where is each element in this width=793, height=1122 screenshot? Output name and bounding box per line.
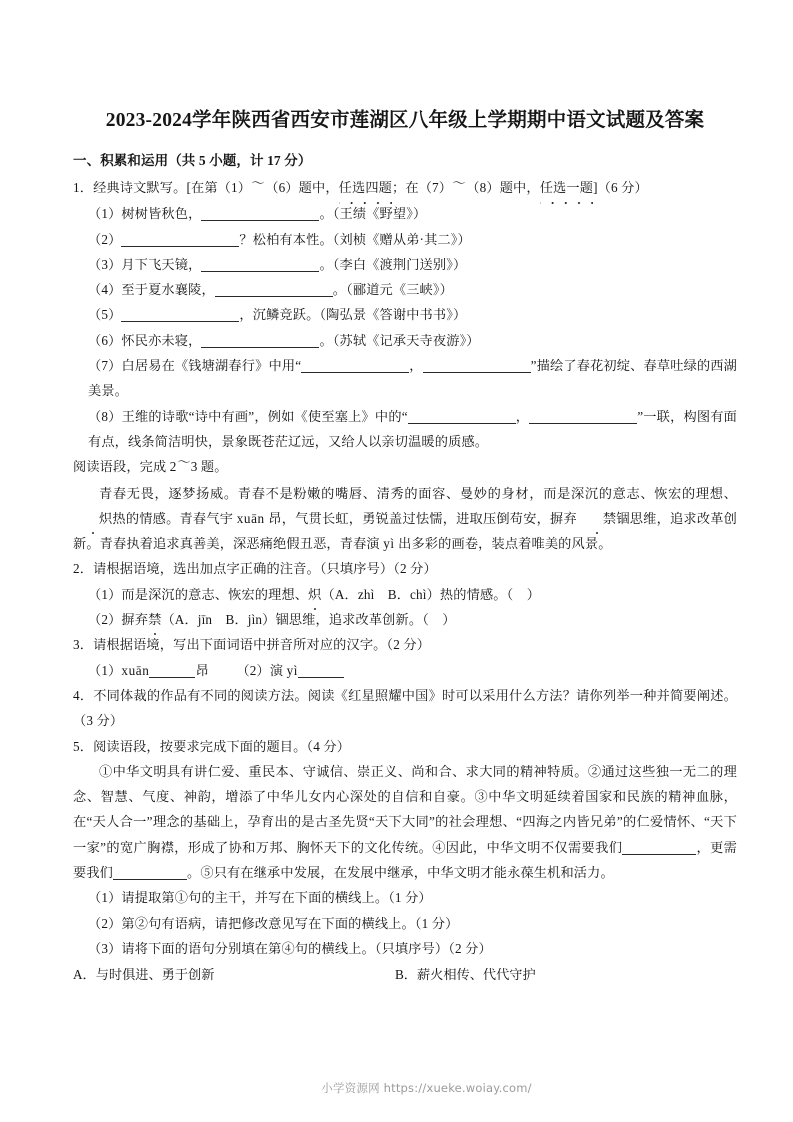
item-text-before: 王维的诗歌“诗中有画”，例如《使至塞上》中的“ — [121, 408, 408, 424]
answer-blank[interactable] — [121, 321, 239, 322]
sub-part-a: （1）而是深沉的意志、恢宏的理想、 — [88, 586, 309, 602]
passage-part-b: 热的情感。青春气宇 — [112, 510, 237, 526]
question-1-item-2 — [73, 227, 737, 252]
question-5-passage — [73, 759, 737, 885]
sub2-number: （2） — [236, 662, 270, 678]
item-number: （2） — [88, 231, 122, 247]
q1-stem-part-c: ；在（7） — [392, 180, 453, 195]
item-number: （1） — [88, 206, 122, 222]
answer-blank[interactable] — [622, 854, 696, 855]
answer-blank[interactable] — [149, 677, 195, 678]
answer-blank[interactable] — [529, 423, 637, 424]
prompt-part-a: 阅读语段，完成 2 — [73, 459, 177, 475]
question-1-item-8 — [73, 404, 737, 455]
passage-part-a: ①中华文明具有讲仁爱、重民本、守诚信、崇正义、尚和合、求大同的精神特质。②通过这些独一无二的理念、智慧、气度、神韵，增添了中华儿女内心深处的自信和自豪。③中华文明延续着国家和民族的精神血脉，在“天人合一”理念的基础上，孕育出的是古圣先贤“天下大同”的社会理想、“四海之内皆兄弟”的仁爱情怀、“天下一家”的宽广胸襟，形成了协和万邦、胸怀天下的文化传统。④因此，中华文明不仅需要我们 — [73, 763, 737, 855]
item-text-before: 至于夏水襄陵， — [121, 282, 215, 298]
answer-blank[interactable] — [113, 879, 187, 880]
option-b[interactable]: B．薪火相传、代代守护 — [395, 967, 536, 983]
sub-part-a: （2）摒弃 — [88, 612, 149, 628]
question-1-item-7 — [73, 353, 737, 404]
question-1-item-3 — [73, 252, 737, 277]
answer-blank[interactable] — [301, 372, 409, 373]
item-text-after: 。（李白《渡荆门送别》） — [319, 256, 467, 272]
prompt-part-b: 3 题。 — [190, 459, 228, 475]
answer-blank[interactable] — [201, 347, 319, 348]
answer-blank[interactable] — [215, 296, 333, 297]
pinyin-xuan: xuān — [236, 510, 265, 526]
tilde-icon-3: ～ — [176, 455, 191, 470]
q1-stem-part-d: （8）题中， — [466, 180, 540, 195]
sub1-number: （1） — [88, 662, 122, 678]
passage-1-prompt — [73, 454, 737, 480]
item-number: （7） — [88, 358, 122, 374]
item-text-before: 树树皆秋色， — [121, 206, 202, 222]
footer-watermark: 小学资源网 https://xueke.woiay.com/ — [321, 1081, 532, 1095]
item-text-before: 白居易在《钱塘湖春行》中用“ — [121, 358, 302, 374]
item-text-middle: ， — [515, 408, 530, 424]
sub2-pinyin: yì — [286, 662, 299, 678]
tilde-icon: ～ — [251, 176, 265, 190]
item-text-after: 。（苏轼《记承天寺夜游》） — [319, 332, 480, 348]
sub2-before: 演 — [269, 662, 287, 678]
item-text-after: ”一联，构图有面有点，线条简洁明快，景象既苍茫辽远，又给人以亲切温暖的质感。 — [88, 408, 737, 449]
item-number: （6） — [88, 332, 122, 348]
q1-stem-part-a: 1．经典诗文默写。[在第（1） — [73, 180, 252, 195]
question-1-stem — [73, 175, 737, 201]
answer-blank[interactable] — [201, 220, 319, 221]
question-2-stem: 2．请根据语境，选出加点字正确的注音。（只填序号）（2 分） — [73, 561, 437, 577]
question-5-options — [73, 962, 737, 987]
passage-1-text — [73, 481, 737, 557]
item-text-after: 。（郦道元《三峡》） — [332, 282, 453, 298]
answer-blank[interactable] — [121, 246, 239, 247]
item-text-middle: ， — [409, 358, 423, 374]
item-number: （8） — [88, 408, 122, 424]
q1-stem-part-e: ]（6 分） — [593, 180, 648, 195]
question-5-sub-2: （2）第②句有语病，请把修改意见写在下面的横线上。（1 分） — [88, 915, 459, 931]
sub-part-b: （A．jīn B．jìn）锢思维，追求改革创新。（ ） — [161, 612, 456, 628]
item-number: （5） — [88, 307, 122, 323]
question-1-item-5 — [73, 302, 737, 327]
question-1-item-4 — [73, 277, 737, 302]
question-1-item-6 — [73, 328, 737, 353]
section-heading: 一、积累和运用（共 5 小题，计 17 分） — [73, 153, 312, 168]
question-2-sub-1 — [73, 582, 737, 607]
passage-emphasis-chi: 炽 — [73, 506, 112, 531]
item-text-after: ？松柏有本性。（刘桢《赠从弟·其二》） — [239, 231, 471, 247]
answer-blank[interactable] — [408, 423, 516, 424]
passage-part-b: ，更需要我们 — [73, 839, 738, 881]
sub1-pinyin: xuān — [121, 662, 150, 678]
emphasis-jin: 禁 — [148, 607, 161, 632]
item-number: （4） — [88, 282, 122, 298]
question-1-item-1 — [73, 201, 737, 226]
passage-part-e: 出多彩的画卷，装点着唯美的风景。 — [394, 536, 612, 552]
question-5-sub-1: （1）请提取第①句的主干，并写在下面的横线上。（1 分） — [88, 890, 432, 906]
option-a[interactable]: A．与时俱进、勇于创新 — [73, 967, 215, 983]
item-text-after: 。（王绩《野望》） — [319, 206, 427, 222]
question-5-sub-3: （3）请将下面的语句分别填在第④句的横线上。（只填序号）（2 分） — [88, 940, 492, 956]
item-number: （3） — [88, 256, 122, 272]
sub-part-b: （A．zhì B．chì）热的情感。（ ） — [321, 586, 541, 602]
question-2-sub-2 — [73, 607, 737, 632]
passage-part-c: 。⑤只有在继承中发展，在发展中继承，中华文明才能永葆生机和活力。 — [187, 865, 614, 881]
q1-stem-part-b: （6）题中， — [265, 180, 339, 195]
question-5-stem: 5．阅读语段，按要求完成下面的题目。（4 分） — [73, 738, 351, 754]
answer-blank[interactable] — [298, 677, 344, 678]
page-title: 2023-2024学年陕西省西安市莲湖区八年级上学期期中语文试题及答案 — [105, 110, 705, 131]
passage-emphasis-jin: 禁 — [577, 506, 616, 531]
item-text-after: ”描绘了春花初绽、春草吐绿的西湖美景。 — [88, 358, 738, 399]
q1-emphasis-1: 任选四题 — [339, 175, 392, 200]
question-3-subs — [73, 658, 737, 683]
item-text-before: 月下飞天镜， — [121, 256, 202, 272]
q1-emphasis-2: 任选一题 — [540, 175, 593, 200]
question-3-stem: 3．请根据语境，写出下面词语中拼音所对应的汉字。（2 分） — [73, 637, 431, 653]
answer-blank[interactable] — [423, 372, 531, 373]
pinyin-yi: yì — [383, 536, 395, 552]
emphasis-chi: 炽 — [308, 582, 321, 607]
tilde-icon-2: ～ — [452, 176, 466, 190]
answer-blank[interactable] — [201, 271, 319, 272]
item-text-before: 怀民亦未寝， — [121, 332, 202, 348]
item-text-after: ，沉鳞竞跃。（陶弘景《答谢中书书》） — [239, 307, 467, 323]
sub1-after: 昂 — [195, 662, 209, 678]
passage-part-c: 昂，气贯长虹，勇锐盖过怯懦，进取压倒苟安，摒弃 — [264, 510, 577, 526]
question-4-stem: 4．不同体裁的作品有不同的阅读方法。阅读《红星照耀中国》时可以采用什么方法？请你列举一种并简要阐述。（3 分） — [73, 687, 737, 729]
passage-part-a: 青春无畏，逐梦扬威。青春不是粉嫩的嘴唇、清秀的面容、曼妙的身材，而是深沉的意志、恢宏的理想、 — [99, 485, 737, 501]
passage-part-d: 锢思维，追求改革创新。青春执着追求真善美，深恶痛绝假丑恶，青春演 — [73, 510, 737, 552]
